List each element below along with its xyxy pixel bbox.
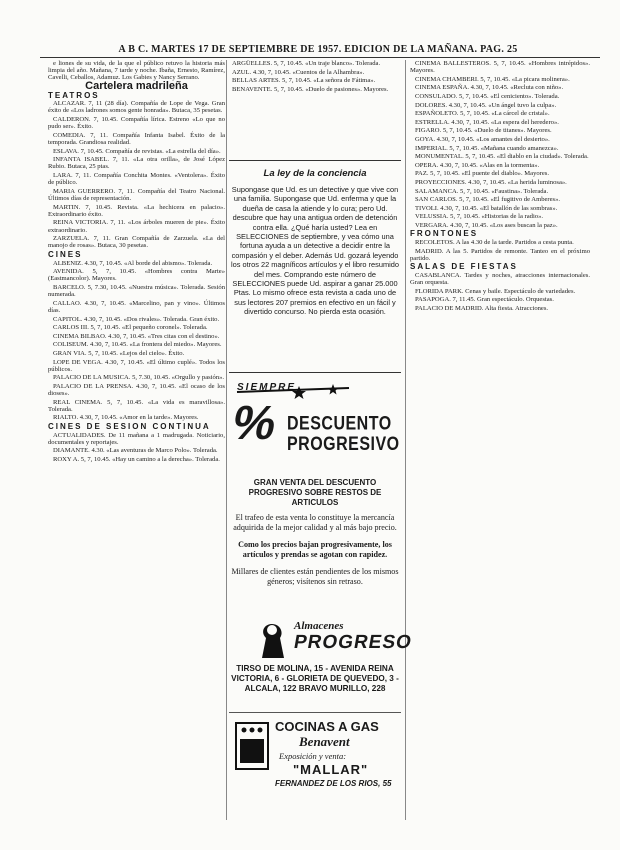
box-rule bbox=[229, 372, 401, 373]
cocinas-title: COCINAS A GAS bbox=[275, 719, 379, 734]
header-rule bbox=[40, 57, 600, 58]
percent-symbol: % bbox=[227, 397, 282, 450]
left-column bbox=[48, 60, 225, 820]
cine-listing: CALLAO. 4.30, 7, 10.45. «Marcelino, pan y vino». Últimos días. bbox=[48, 299, 225, 314]
column-divider bbox=[405, 60, 406, 820]
conciencia-text: Supongase que Ud. es un detective y que vive con una familia. Supongase que Ud. enferma y que la dueña de casa la atiende y lo cura; pero Ud. descubre que hay una antigua orden de detención contra ella. ¿Qué haría usted? Lea en SELECCIONES de septiembre, y vea cómo una fortuna ayuda a un detective a decidir entre la compasión y el deber. Además Ud. gozará leyendo los otros 22 magníficos artículos y el libro resumido del mes. Comprando este número de SELECCIONES puede Ud. aspirar a ganar 25.000 Ptas. Lo mismo ofrece esta revista a cada uno de sus lectores 207 premios en efectivo en un fácil y divertido concurso. No pierda esta ocasión. bbox=[230, 185, 399, 317]
teatro-listing: LARA. 7, 11. Compañía Conchita Montes. «Ventolera». Éxito de público. bbox=[48, 171, 225, 187]
descuento-headline bbox=[287, 414, 400, 455]
cine-listing: IMPERIAL. 5, 7, 10.45. «Mañana cuando amanezca». bbox=[415, 144, 559, 152]
cine-listing: REAL CINEMA. 5, 7, 10.45. «La vida es maravillosa». Tolerada. bbox=[48, 398, 225, 413]
cine-listing: CINEMA CHAMBERI. 5, 7, 10.45. «La picara molinera». bbox=[415, 75, 570, 83]
cine-listing: VERGARA. 4.30, 7, 10.45. «Los ases buscan la paz». bbox=[415, 221, 558, 229]
teatro-listing: COMEDIA. 7, 11. Compañía Infanta Isabel. Éxito de la temporada. Grandiosa realidad. bbox=[48, 131, 225, 146]
sala-listing: CASABLANCA. Tardes y noches, atracciones internacionales. Gran orquesta. bbox=[410, 272, 590, 287]
conciencia-title: La ley de la conciencia bbox=[263, 168, 367, 179]
cine-listing: BENAVENTE. 5, 7, 10.45. «Duelo de pasiones». Mayores. bbox=[232, 85, 389, 93]
teatro-listing: CALDERON. 7, 10.45. Compañía lírica. Estreno «Lo que no pudo ser». Éxito. bbox=[48, 115, 225, 131]
fronton-listing: MADRID. A las 5. Partidos de remonte. Tanteo en el próximo partido. bbox=[410, 247, 590, 262]
ad-lead: GRAN VENTA DEL DESCUENTO PROGRESIVO SOBRE RESTOS DE ARTICULOS bbox=[248, 478, 382, 507]
brand-name: PROGRESO bbox=[292, 632, 414, 653]
cine-listing: SAN CARLOS. 5, 7, 10.45. «El fugitivo de Amberes». bbox=[415, 196, 561, 204]
sesion-listing: ACTUALIDADES. De 11 mañana a 1 madrugada. Noticiario, documentales y reportajes. bbox=[48, 431, 225, 446]
descuento-ad bbox=[229, 380, 401, 470]
cine-listing: CAPITOL. 4.30, 7, 10.45. «Dos rivales». Tolerada. Gran éxito. bbox=[53, 315, 220, 323]
sala-listing: FLORIDA PARK. Cenas y baile. Espectáculo de variedades. bbox=[415, 287, 576, 295]
cine-listing: PALACIO DE LA MUSICA. 5, 7.30, 10.45. «Orgullo y pasión». bbox=[53, 374, 225, 382]
listing-paragraph: e liones de su vida, de la que el público retuvo la historia más limpia del año. Mañana, 7 tarde y noche. Ibaña, Ernesto, Ramírez, Cavelli, Ceballos, Adamuz. Los Gabies y Nancy Serrano. bbox=[48, 60, 225, 82]
sala-listing: PASAPOGA. 7, 11.45. Gran espectáculo. Orquestas. bbox=[415, 296, 554, 304]
cocinas-exposicion: Exposición y venta: bbox=[279, 751, 347, 761]
cine-listing: GRAN VIA. 5, 7, 10.45. «Lejos del cielo». Éxito. bbox=[53, 349, 185, 357]
figure-logo-icon bbox=[250, 618, 294, 662]
headline-line-2: PROGRESIVO bbox=[287, 434, 400, 455]
sala-listing: PALACIO DE MADRID. Alta fiesta. Atracciones. bbox=[415, 305, 549, 313]
cine-listing: FIGARO. 5, 7, 10.45. «Duelo de titanes». Mayores. bbox=[415, 127, 552, 135]
teatro-listing: MARTIN. 7, 10.45. Revista. «La hechicera en palacio». Extraordinario éxito. bbox=[48, 203, 225, 218]
cine-listing: BARCELO. 5, 7.30, 10.45. «Nuestra música». Tolerada. Sesión numerada. bbox=[48, 283, 225, 299]
ad-paragraph: Millares de clientes están pendientes de los mismos géneros; visítenos sin retraso. bbox=[231, 567, 399, 586]
cocinas-brand: Benavent bbox=[299, 734, 350, 749]
cine-listing: SALAMANCA. 5, 7, 10.45. «Faustina». Tolerada. bbox=[415, 187, 549, 195]
salas-heading: SALAS DE FIESTAS bbox=[410, 262, 518, 272]
teatro-listing: INFANTA ISABEL. 7, 11. «La otra orilla», de José López Rubio. Butaca, 25 ptas. bbox=[48, 156, 225, 171]
stove-icon bbox=[233, 721, 271, 773]
cine-listing: VELUSSIA. 5, 7, 10.45. «Historias de la radio». bbox=[415, 213, 544, 221]
cocinas-address: FERNANDEZ DE LOS RIOS, 55 bbox=[275, 779, 392, 788]
fronton-listing: RECOLETOS. A las 4.30 de la tarde. Partidos a cesta punta. bbox=[415, 239, 574, 247]
cine-listing: CINEMA ESPAÑA. 4.30, 7, 10.45. «Recluta con niño». bbox=[415, 84, 564, 92]
teatro-listing: ZARZUELA. 7, 11. Gran Compañía de Zarzuela. «La del manojo de rosas». Butaca, 30 pesetas. bbox=[48, 235, 225, 250]
sesion-listing: DIAMANTE. 4.30. «Las aventuras de Marco Polo». Tolerada. bbox=[53, 447, 218, 455]
cine-listing: RIALTO. 4.30, 7, 10.45. «Amor en la tarde». Mayores. bbox=[53, 414, 199, 422]
cine-listing: MONUMENTAL. 5, 7, 10.45. «El diablo en la ciudad». Tolerada. bbox=[415, 153, 589, 161]
cine-listing: AZUL. 4.30, 7, 10.45. «Cuentos de la Alhambra». bbox=[232, 68, 365, 76]
cine-listing: PROYECCIONES. 4.30, 7, 10.45. «La herida luminosa». bbox=[415, 178, 567, 186]
conciencia-box bbox=[229, 168, 401, 368]
teatro-listing: REINA VICTORIA. 7, 11. «Los árboles mueren de pie». Éxito extraordinario. bbox=[48, 219, 225, 234]
teatro-listing: ESLAVA. 7, 10.45. Compañía de revistas. «La estrella del día». bbox=[53, 147, 221, 155]
ad-slogan: SIEMPRE bbox=[237, 382, 297, 393]
cine-listing: LOPE DE VEGA. 4.30, 7, 10.45. «El último cuplé». Todos los públicos. bbox=[48, 358, 225, 373]
cine-listing: CARLOS III. 5, 7, 10.45. «El pequeño coronel». Tolerada. bbox=[53, 324, 208, 332]
cine-listing: CINEMA BILBAO. 4.30, 7, 10.45. «Tres citas con el destino». bbox=[53, 332, 220, 340]
page-header: A B C. MARTES 17 DE SEPTIEMBRE DE 1957. EDICION DE LA MAÑANA. PAG. 25 bbox=[118, 44, 518, 55]
cine-listing: ALBENIZ. 4.30, 7, 10.45. «Al borde del abismo». Tolerada. bbox=[53, 259, 213, 267]
cines-heading: CINES bbox=[48, 249, 83, 259]
headline-line-1: DESCUENTO bbox=[287, 414, 392, 435]
teatro-listing: MARIA GUERRERO. 7, 11. Compañía del Teatro Nacional. Últimos días de representación. bbox=[48, 187, 225, 202]
cine-listing: ESTRELLA. 4.30, 7, 10.45. «La espera del heredero». bbox=[415, 118, 559, 126]
teatro-listing: ALCAZAR. 7, 11 (28 día). Compañía de Lope de Vega. Gran éxito de «Los ladrones somos gente honrada». Butaca, 35 pesetas. bbox=[48, 100, 225, 115]
cine-listing: PALACIO DE LA PRENSA. 4.30, 7, 10.45. «El ocaso de los dioses». bbox=[48, 382, 225, 398]
cine-listing: ARGÜELLES. 5, 7, 10.45. «Un traje blanco». Tolerada. bbox=[232, 60, 381, 67]
progreso-brand bbox=[250, 618, 414, 662]
sesion-continua-heading: CINES DE SESION CONTINUA bbox=[48, 422, 211, 432]
descuento-body bbox=[229, 478, 401, 594]
cine-listing: COLISEUM. 4.30, 7, 10.45. «La frontera del miedo». Mayores. bbox=[53, 341, 222, 349]
cine-listing: CINEMA BALLESTEROS. 5, 7, 10.45. «Hombres intrépidos». Mayores. bbox=[410, 60, 590, 75]
brand-subtitle: Almacenes bbox=[294, 620, 344, 632]
ad-paragraph: El trafeo de esta venta lo constituye la mercancía adquirida de la mejor calidad y al más bajo precio. bbox=[233, 513, 397, 532]
section-title: Cartelera madrileña bbox=[85, 80, 188, 92]
cine-listing: BELLAS ARTES. 5, 7, 10.45. «La señora de Fátima». bbox=[232, 77, 376, 85]
box-rule bbox=[229, 160, 401, 161]
right-column bbox=[410, 60, 590, 800]
sesion-listing: ROXY A. 5, 7, 10.45. «Hay un camino a la derecha». Tolerada. bbox=[53, 456, 220, 464]
teatros-heading: TEATROS bbox=[48, 90, 100, 100]
cine-listing: ESPAÑOLETO. 5, 7, 10.45. «La cárcel de cristal». bbox=[415, 110, 550, 118]
cine-listing: PAZ. 5, 7, 10.45. «El puente del diablo». Mayores. bbox=[415, 170, 549, 178]
cine-listing: AVENIDA. 5, 7, 10.45. «Hombres contra Marte» (Eastmancolor). Mayores. bbox=[48, 268, 225, 283]
cine-listing: TIVOLI. 4.30, 7, 10.45. «El batallón de las sombras». bbox=[415, 204, 558, 212]
cine-listing: GOYA. 4.30, 7, 10.45. «Los amantes del desierto». bbox=[415, 135, 550, 143]
cine-listing: DOLORES. 4.30, 7, 10.45. «Un ángel tuvo la culpa». bbox=[415, 101, 557, 109]
cocinas-store: "MALLAR" bbox=[293, 762, 369, 777]
cocinas-ad bbox=[229, 712, 401, 799]
ad-paragraph: Como los precios bajan progresivamente, los artículos y prendas se agotan con rapidez. bbox=[238, 540, 392, 559]
store-addresses: TIRSO DE MOLINA, 15 - AVENIDA REINA VICTORIA, 6 - GLORIETA DE QUEVEDO, 3 - ALCALA, 122 BRAVO MURILLO, 228 bbox=[231, 664, 399, 693]
cine-listing: OPERA. 4.30, 7, 10.45. «Alas en la tormenta». bbox=[415, 161, 540, 169]
frontones-heading: FRONTONES bbox=[410, 229, 479, 239]
cine-listing: CONSULADO. 5, 7, 10.45. «El ceniciento». Tolerada. bbox=[415, 92, 560, 100]
